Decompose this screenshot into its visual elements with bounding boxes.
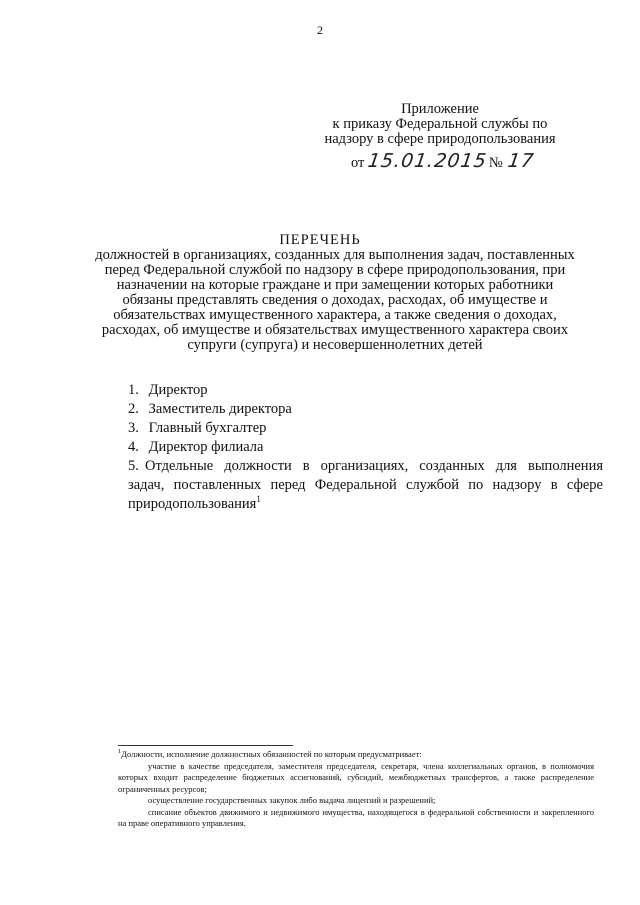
- footnote-paragraph: осуществление государственных закупок либо выдача лицензий и разрешений;: [148, 795, 436, 805]
- subtitle-line: обязательствах имущественного характера, а также сведения о доходах,: [113, 307, 557, 323]
- list-item-number: 1.: [128, 382, 139, 398]
- subtitle-line: супруги (супруга) и несовершеннолетних детей: [187, 337, 483, 353]
- list-item: [128, 419, 603, 438]
- list-item-text: Главный бухгалтер: [148, 420, 267, 436]
- list-item-text: природопользования: [128, 496, 257, 512]
- subtitle-line: назначении на которые граждане и при замещении которых работники: [116, 277, 554, 293]
- footnote-paragraph: участие в качестве председателя, заместителя председателя, секретаря, члена коллегиальных органов, в полномочия которых входит распределение бюджетных ассигнований, субсидий, межбюджетных трансфертов, а также распределение ограниченных ресурсов;: [118, 760, 594, 794]
- list-item-text-line: [128, 457, 603, 476]
- date-prefix: от: [351, 155, 365, 171]
- footnote-mark: 1: [118, 748, 122, 756]
- footnote-reference[interactable]: 1: [256, 494, 261, 505]
- list-item-text-line: [128, 495, 603, 514]
- appendix-header: [290, 102, 590, 147]
- list-item-number: 2.: [128, 401, 139, 417]
- list-item: [128, 438, 603, 457]
- list-item-text: Заместитель директора: [148, 401, 292, 417]
- page-number: 2: [317, 23, 323, 37]
- positions-list: [128, 381, 603, 514]
- subtitle-line: обязаны представлять сведения о доходах, расходах, об имуществе и: [122, 292, 548, 308]
- subtitle-line: расходах, об имуществе и обязательствах имущественного характера своих: [101, 322, 569, 338]
- document-title: ПЕРЕЧЕНЬ: [279, 232, 361, 248]
- footnote-divider: [118, 745, 293, 746]
- handwritten-order-number: 17: [506, 150, 537, 172]
- document-subtitle: [70, 248, 600, 353]
- list-item-number: 3.: [128, 420, 139, 436]
- number-label: №: [488, 155, 503, 171]
- handwritten-date: 15.01.2015: [366, 150, 489, 172]
- subtitle-line: перед Федеральной службой по надзору в сфере природопользования, при: [104, 262, 566, 278]
- appendix-line-1: Приложение: [401, 101, 479, 117]
- list-item: [128, 400, 603, 419]
- order-date-line: [351, 150, 537, 172]
- list-item-text-line: задач, поставленных перед Федеральной службой по надзору в сфере: [128, 477, 603, 493]
- appendix-line-3: надзору в сфере природопользования: [324, 131, 556, 147]
- footnote-paragraph: списание объектов движимого и недвижимого имущества, находящегося в федеральной собственности и закрепленного на праве оперативного управления.: [118, 806, 594, 828]
- list-item: [128, 457, 603, 514]
- appendix-line-2: к приказу Федеральной службы по: [332, 116, 548, 132]
- footnote-intro-text: Должности, исполнение должностных обязанностей по которым предусматривает:: [121, 749, 422, 759]
- list-item-text: Отдельные должности в организациях, созданных для выполнения: [145, 458, 603, 474]
- subtitle-line: должностей в организациях, созданных для выполнения задач, поставленных: [95, 247, 575, 263]
- list-item-number: 5.: [128, 458, 139, 474]
- footnote-intro: [118, 749, 594, 761]
- footnotes: [118, 749, 594, 830]
- list-item-number: 4.: [128, 439, 139, 455]
- list-item-text: Директор: [148, 382, 208, 398]
- list-item: [128, 381, 603, 400]
- list-item-text: Директор филиала: [148, 439, 264, 455]
